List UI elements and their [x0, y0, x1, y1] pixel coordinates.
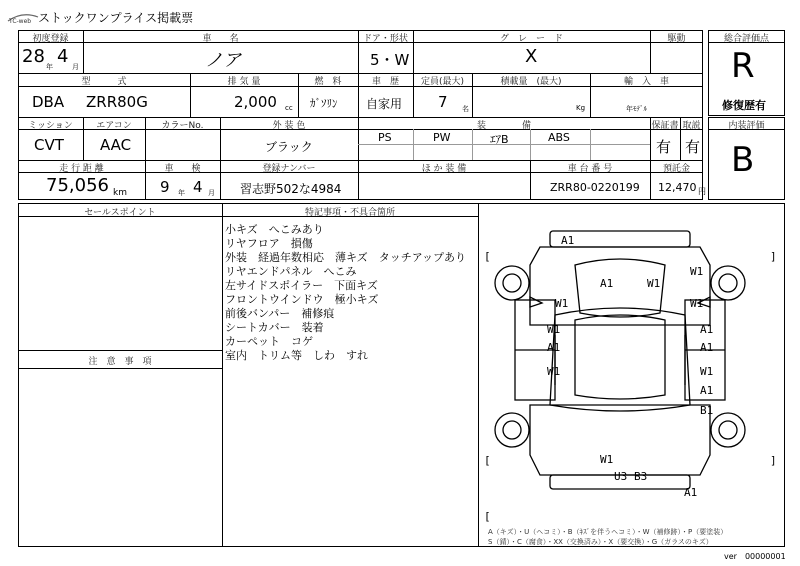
remark-line: リヤエンドパネル へこみ — [225, 265, 357, 278]
displacement-value: 2,000 — [234, 93, 277, 111]
manual-value: 有 — [685, 138, 701, 156]
aircon-label: エアコン — [96, 121, 132, 131]
bracket-open: [ — [484, 454, 491, 467]
remarks-label: 特記事項・不具合箇所 — [304, 208, 395, 218]
remark-line: 小キズ へこみあり — [225, 223, 324, 236]
remark-line: 室内 トリム等 しわ すれ — [225, 349, 368, 362]
interior-rating-label: 内装評価 — [728, 121, 765, 131]
damage-mark: W1 — [555, 297, 569, 310]
fuel-label: 燃 料 — [314, 77, 342, 87]
capacity-label: 定員(最大) — [420, 77, 465, 87]
damage-mark: A1 — [600, 277, 614, 290]
damage-mark: A1 — [547, 341, 561, 354]
damage-mark: U3 — [614, 470, 628, 483]
damage-mark: A1 — [700, 323, 714, 336]
vehicle-info-table — [18, 30, 703, 200]
manual-label: 取説 — [682, 121, 701, 131]
legend-line: A（キズ）・U（ヘコミ）・B（ｷｽﾞを伴うヘコミ）・W（補修跡）・P（要塗装） — [488, 528, 728, 536]
equip-ps: PS — [378, 131, 392, 144]
displacement-label: 排 気 量 — [227, 77, 261, 87]
damage-mark: W1 — [547, 365, 561, 378]
car-name-value: ノア — [205, 50, 241, 71]
drive-label: 駆動 — [667, 34, 686, 44]
exterior-color-value: ブラック — [265, 140, 313, 154]
damage-mark: W1 — [547, 323, 561, 336]
damage-mark: A1 — [700, 384, 714, 397]
vin-value: ZRR80-0220199 — [550, 181, 640, 194]
damage-mark: B3 — [634, 470, 648, 483]
use-history-label: 車 歴 — [371, 77, 399, 87]
damage-mark: A1 — [684, 486, 698, 499]
other-equipment-label: ほ か 装 備 — [421, 164, 467, 174]
warranty-label: 保証書 — [651, 121, 679, 131]
car-name-label: 車 名 — [202, 34, 239, 44]
grade-label: グ レ ー ド — [499, 34, 563, 44]
damage-mark: W1 — [700, 365, 714, 378]
car-damage-diagram — [480, 205, 783, 525]
inspection-year: 9 — [160, 178, 170, 196]
remark-line: カーペット コゲ — [225, 335, 313, 348]
plate-label: 登録ナンバー — [262, 164, 316, 174]
door-type-label: ドア・形状 — [363, 34, 408, 44]
plate-value: 習志野502な4984 — [240, 182, 342, 196]
color-number-label: カラーNo. — [161, 121, 204, 131]
recycle-deposit-value: 12,470 — [658, 181, 697, 194]
bracket-open: [ — [484, 250, 491, 263]
model-prefix: DBA — [32, 93, 65, 111]
aircon-value: AAC — [100, 136, 132, 154]
import-label: 輸 入 車 — [623, 77, 669, 87]
document-title: ストックワンプライス掲載票 — [38, 11, 194, 25]
overall-rating-label: 総合評価点 — [723, 34, 769, 44]
grade-value: X — [525, 46, 538, 67]
tc-web-logo — [6, 10, 36, 25]
load-label: 積載量 (最大) — [500, 77, 562, 87]
mission-value: CVT — [34, 136, 64, 154]
vin-label: 車 台 番 号 — [567, 164, 613, 174]
model-label: 型 式 — [81, 77, 127, 87]
fuel-value: ｶﾞｿﾘﾝ — [310, 97, 338, 110]
damage-mark: A1 — [561, 234, 575, 247]
inspection-label: 車 検 — [164, 164, 201, 174]
sales-point-label: セールスポイント — [84, 208, 156, 218]
remark-line: 左サイドスポイラー 下面キズ — [225, 279, 378, 292]
first-registration-label: 初度登録 — [32, 34, 69, 44]
use-history-value: 自家用 — [366, 97, 403, 111]
remark-line: 外装 経過年数相応 薄キズ タッチアップあり — [225, 251, 467, 264]
first-registration-year: 28 — [22, 46, 45, 67]
version-label: ver 00000001 — [724, 552, 786, 561]
damage-mark: W1 — [690, 297, 704, 310]
bracket-close: ] — [770, 250, 777, 263]
door-type-value: 5・W — [370, 51, 410, 69]
mileage-label: 走 行 距 離 — [59, 164, 104, 174]
damage-mark: W1 — [690, 265, 704, 278]
inspection-month: 4 — [193, 178, 203, 196]
interior-rating-value: B — [731, 140, 755, 180]
first-registration-month: 4 — [57, 46, 69, 67]
legend-line: S（錆）・C（腐食）・XX（交換済み）・X（要交換）・G（ガラスのキズ） — [488, 538, 713, 546]
capacity-value: 7 — [438, 93, 448, 111]
exterior-color-label: 外 装 色 — [272, 121, 306, 131]
damage-mark: W1 — [600, 453, 614, 466]
bracket-open: [ — [484, 510, 491, 523]
svg-text:TC-web: TC-web — [9, 18, 32, 25]
overall-rating-value: R — [731, 46, 755, 86]
remark-line: リヤフロア 損傷 — [225, 237, 313, 250]
damage-mark: B1 — [700, 404, 714, 417]
mission-label: ミッション — [28, 121, 73, 131]
recycle-deposit-label: 預託金 — [662, 164, 690, 174]
damage-mark: W1 — [647, 277, 661, 290]
remark-line: シートカバー 装着 — [225, 321, 324, 334]
mileage-value: 75,056 — [46, 175, 109, 196]
model-value: ZRR80G — [86, 93, 148, 111]
remark-line: フロントウインドウ 極小キズ — [225, 293, 379, 306]
warranty-value: 有 — [656, 138, 672, 156]
repair-history-note: 修復歴有 — [722, 99, 766, 112]
damage-mark: A1 — [700, 341, 714, 354]
equipment-label: 装 備 — [476, 121, 531, 131]
remark-line: 前後バンパー 補修痕 — [225, 307, 335, 320]
equip-abs: ABS — [548, 131, 570, 144]
notes-label: 注 意 事 項 — [88, 357, 152, 367]
equip-pw: PW — [433, 131, 451, 144]
equip-airbag: ｴｱB — [490, 133, 509, 146]
bracket-close: ] — [770, 454, 777, 467]
